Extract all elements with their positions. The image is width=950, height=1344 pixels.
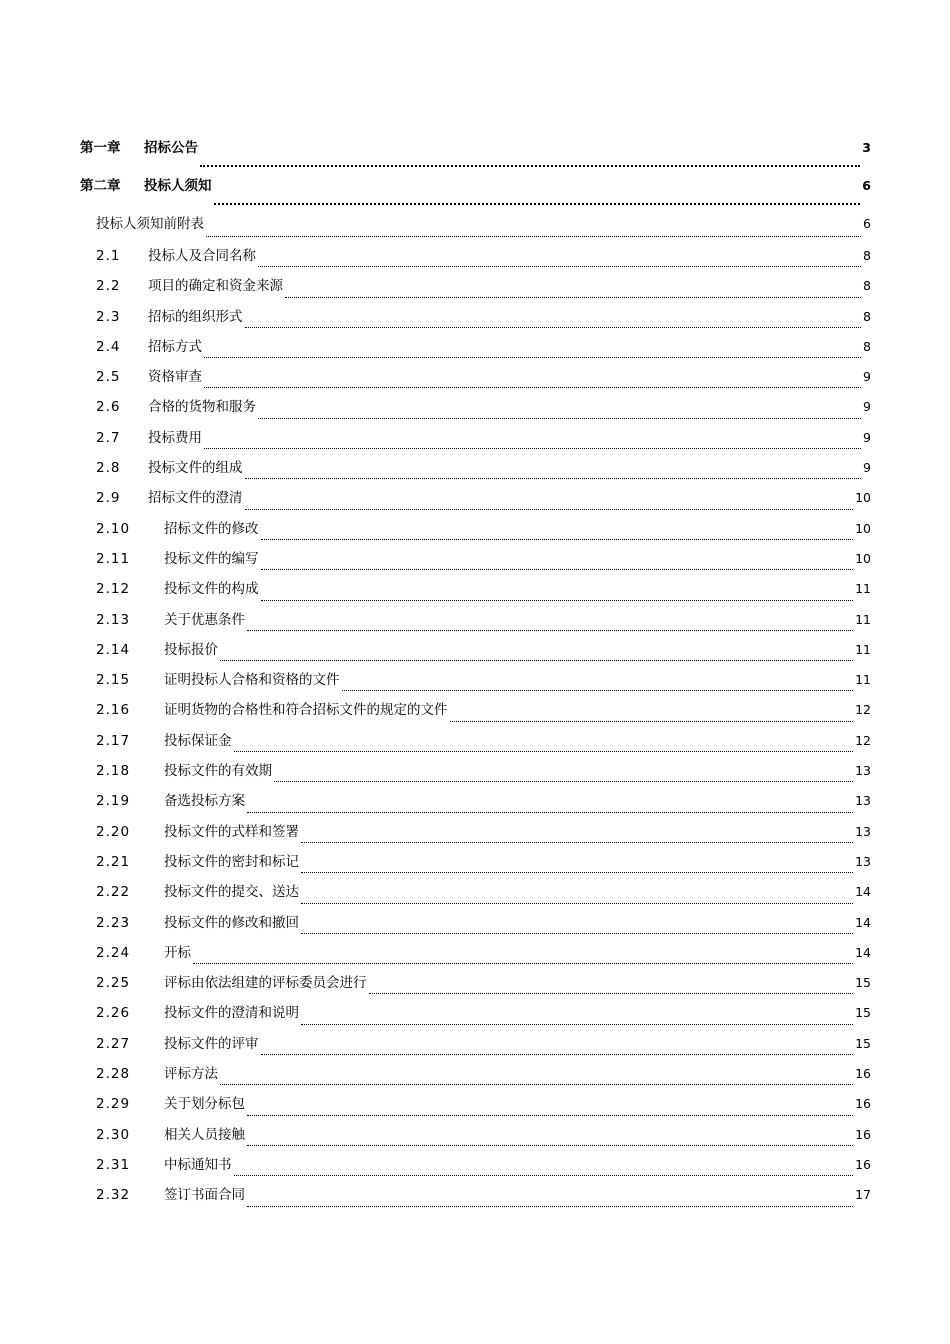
toc-entry-number: 2.2 [96, 278, 121, 295]
toc-entry[interactable] [80, 547, 871, 577]
toc-entry[interactable] [80, 1153, 871, 1183]
toc-leader-dots [204, 357, 861, 358]
toc-entry-title: 投标保证金 [164, 732, 232, 749]
toc-leader-dots [274, 781, 853, 782]
toc-leader-dots [206, 236, 861, 237]
toc-leader-dots [450, 721, 854, 722]
toc-entry-title: 投标报价 [164, 641, 218, 658]
toc-entry[interactable] [80, 1092, 871, 1122]
toc-entry[interactable] [80, 577, 871, 607]
toc-entry-number: 2.21 [96, 853, 131, 870]
toc-page-number: 14 [855, 914, 871, 930]
toc-leader-dots [261, 539, 854, 540]
toc-page-number: 16 [855, 1156, 871, 1172]
toc-entry-title: 证明货物的合格性和符合招标文件的规定的文件 [164, 702, 448, 719]
toc-entry-title: 关于优惠条件 [164, 611, 245, 628]
toc-entry-number: 2.15 [96, 672, 131, 689]
toc-entry[interactable] [80, 456, 871, 486]
toc-entry-number: 2.6 [96, 399, 121, 416]
toc-page-number: 13 [855, 793, 871, 809]
toc-page-number: 11 [855, 672, 871, 688]
toc-entry[interactable] [80, 486, 871, 516]
toc-leader-dots [247, 630, 853, 631]
toc-entry-number: 2.7 [96, 429, 121, 446]
toc-leader-dots [245, 478, 862, 479]
toc-page-number: 15 [855, 1005, 871, 1021]
toc-entry-number: 2.22 [96, 884, 131, 901]
toc-page-number: 14 [855, 944, 871, 960]
toc-entry-title: 投标文件的密封和标记 [164, 853, 299, 870]
toc-chapter-title: 招标公告 [144, 140, 198, 156]
toc-entry-title: 评标方法 [164, 1066, 218, 1083]
toc-entry-number: 2.5 [96, 369, 121, 386]
toc-entry[interactable] [80, 1183, 871, 1213]
toc-leader-dots [261, 600, 854, 601]
toc-entry-number: 2.12 [96, 581, 131, 598]
toc-page-number: 12 [855, 702, 871, 718]
toc-entry[interactable] [80, 305, 871, 335]
toc-leader-dots [245, 509, 854, 510]
toc-entry-number: 2.18 [96, 763, 131, 780]
toc-entry-title: 投标人及合同名称 [148, 248, 256, 264]
toc-entry-number: 2.23 [96, 914, 131, 931]
toc-leader-dots [214, 203, 861, 205]
toc-entry-title: 投标人须知前附表 [96, 216, 204, 232]
toc-entry-number: 2.17 [96, 732, 131, 749]
toc-leader-dots [301, 1024, 853, 1025]
toc-entry-number: 2.13 [96, 611, 131, 628]
toc-page-number: 13 [855, 853, 871, 869]
toc-entry[interactable] [80, 1123, 871, 1153]
toc-entry-title: 投标文件的澄清和说明 [164, 1005, 299, 1022]
toc-entry-number: 2.20 [96, 823, 131, 840]
toc-entry-title: 投标文件的评审 [164, 1035, 259, 1052]
toc-leader-dots [342, 690, 854, 691]
toc-entry-number: 2.29 [96, 1096, 131, 1113]
toc-page-number: 8 [863, 248, 871, 263]
toc-page-number: 10 [855, 490, 871, 506]
toc-entry-number: 2.24 [96, 944, 131, 961]
toc-leader-dots [301, 842, 853, 843]
toc-entry-number: 2.8 [96, 460, 121, 477]
toc-page-number: 3 [862, 140, 871, 155]
toc-entry[interactable] [80, 698, 871, 728]
toc-entry-title: 招标方式 [148, 338, 202, 355]
toc-page-number: 8 [863, 338, 871, 354]
toc-entry-title: 资格审查 [148, 369, 202, 386]
toc-leader-dots [234, 1175, 854, 1176]
toc-page-number: 6 [863, 216, 871, 231]
toc-entry-title: 合格的货物和服务 [148, 399, 256, 416]
toc-entry-title: 投标文件的式样和签署 [164, 823, 299, 840]
toc-entry[interactable] [80, 426, 871, 456]
toc-page-number: 13 [855, 823, 871, 839]
toc-chapter-title: 投标人须知 [144, 178, 212, 194]
toc-page-number: 13 [855, 763, 871, 779]
toc-entry-number: 2.30 [96, 1126, 131, 1143]
toc-entry-title: 签订书面合同 [164, 1187, 245, 1204]
toc-chapter-number: 第二章 [80, 178, 121, 194]
toc-leader-dots [220, 660, 853, 661]
toc-leader-dots [193, 963, 853, 964]
toc-entry-number: 2.26 [96, 1005, 131, 1022]
toc-entry[interactable] [80, 971, 871, 1001]
toc-leader-dots [301, 933, 853, 934]
toc-entry-title: 投标文件的有效期 [164, 763, 272, 780]
toc-entry-title: 项目的确定和资金来源 [148, 278, 283, 295]
toc-page-number: 15 [855, 1035, 871, 1051]
toc-leader-dots [247, 1206, 853, 1207]
toc-page-number: 9 [863, 429, 871, 445]
toc-page-number: 10 [855, 550, 871, 566]
toc-entry-title: 投标文件的修改和撤回 [164, 914, 299, 931]
toc-entry[interactable] [80, 365, 871, 395]
toc-entry[interactable] [80, 759, 871, 789]
toc-entry-title: 备选投标方案 [164, 793, 245, 810]
toc-entry-title: 招标文件的澄清 [148, 490, 243, 507]
toc-entry[interactable] [80, 941, 871, 971]
toc-entry-title: 投标文件的组成 [148, 460, 243, 477]
toc-entry[interactable] [80, 274, 871, 304]
toc-leader-dots [220, 1084, 853, 1085]
toc-leader-dots [369, 993, 854, 994]
toc-page-number: 16 [855, 1066, 871, 1082]
toc-entry-title: 关于划分标包 [164, 1096, 245, 1113]
toc-leader-dots [258, 266, 861, 267]
toc-entry-number: 2.32 [96, 1187, 131, 1204]
toc-leader-dots [247, 812, 853, 813]
toc-page-number: 12 [855, 732, 871, 748]
toc-entry-title: 招标的组织形式 [148, 308, 243, 325]
toc-entry[interactable] [80, 638, 871, 668]
toc-entry-number: 2.31 [96, 1156, 131, 1173]
toc-leader-dots [258, 418, 861, 419]
toc-entry-number: 2.9 [96, 490, 121, 507]
toc-entry-number: 2.1 [96, 248, 121, 264]
toc-leader-dots [247, 1145, 853, 1146]
toc-entry-title: 投标费用 [148, 429, 202, 446]
toc-page-number: 11 [855, 581, 871, 597]
toc-chapter-number: 第一章 [80, 140, 121, 156]
toc-entry-title: 投标文件的构成 [164, 581, 259, 598]
toc-page-number: 16 [855, 1096, 871, 1112]
toc-leader-dots [245, 327, 862, 328]
toc-entry[interactable] [80, 880, 871, 910]
toc-entry[interactable] [80, 335, 871, 365]
toc-page-number: 11 [855, 641, 871, 657]
toc-entry[interactable] [80, 729, 871, 759]
toc-entry[interactable] [80, 668, 871, 698]
toc-entry[interactable] [80, 1032, 871, 1062]
toc-leader-dots [204, 448, 861, 449]
toc-entry[interactable] [80, 820, 871, 850]
toc-entry-number: 2.19 [96, 793, 131, 810]
toc-entry-number: 2.3 [96, 308, 121, 325]
toc-entry-title: 投标文件的编写 [164, 550, 259, 567]
toc-entry-number: 2.27 [96, 1035, 131, 1052]
toc-entry-title: 中标通知书 [164, 1156, 232, 1173]
toc-page-number: 6 [862, 178, 871, 193]
toc-entry-number: 2.16 [96, 702, 131, 719]
toc-page-number: 10 [855, 520, 871, 536]
toc-entry-title: 招标文件的修改 [164, 520, 259, 537]
toc-entry-number: 2.10 [96, 520, 131, 537]
toc-leader-dots [234, 751, 854, 752]
toc-entry-title: 证明投标人合格和资格的文件 [164, 672, 340, 689]
toc-page-number: 16 [855, 1126, 871, 1142]
toc-entry-intro[interactable] [80, 212, 871, 244]
toc-leader-dots [261, 1054, 854, 1055]
toc-leader-dots [301, 872, 853, 873]
toc-entry[interactable] [80, 911, 871, 941]
toc-entry[interactable] [80, 517, 871, 547]
toc-entry[interactable] [80, 244, 871, 274]
toc-leader-dots [285, 297, 861, 298]
toc-page-number: 8 [863, 278, 871, 294]
table-of-contents [80, 136, 871, 1214]
toc-page-number: 9 [863, 399, 871, 415]
toc-entry[interactable] [80, 1001, 871, 1031]
toc-entry[interactable] [80, 789, 871, 819]
toc-page-number: 9 [863, 369, 871, 385]
toc-leader-dots [301, 903, 853, 904]
toc-entry-number: 2.28 [96, 1066, 131, 1083]
toc-chapter-1[interactable] [80, 136, 871, 174]
toc-entry-title: 开标 [164, 944, 191, 961]
toc-page-number: 9 [863, 460, 871, 476]
toc-leader-dots [261, 569, 854, 570]
toc-entry-title: 评标由依法组建的评标委员会进行 [164, 975, 367, 992]
toc-entry[interactable] [80, 395, 871, 425]
toc-leader-dots [200, 165, 860, 167]
toc-entry-number: 2.25 [96, 975, 131, 992]
toc-entry-title: 投标文件的提交、送达 [164, 884, 299, 901]
toc-leader-dots [247, 1115, 853, 1116]
toc-page-number: 14 [855, 884, 871, 900]
toc-chapter-2[interactable] [80, 174, 871, 212]
toc-page-number: 11 [855, 611, 871, 627]
toc-page-number: 17 [855, 1187, 871, 1203]
toc-entry[interactable] [80, 850, 871, 880]
toc-page-number: 15 [855, 975, 871, 991]
toc-entry-number: 2.4 [96, 338, 121, 355]
toc-entry-title: 相关人员接触 [164, 1126, 245, 1143]
toc-entry-number: 2.14 [96, 641, 131, 658]
toc-entry-number: 2.11 [96, 550, 131, 567]
toc-entry[interactable] [80, 608, 871, 638]
toc-entry[interactable] [80, 1062, 871, 1092]
toc-page-number: 8 [863, 308, 871, 324]
toc-leader-dots [204, 387, 861, 388]
